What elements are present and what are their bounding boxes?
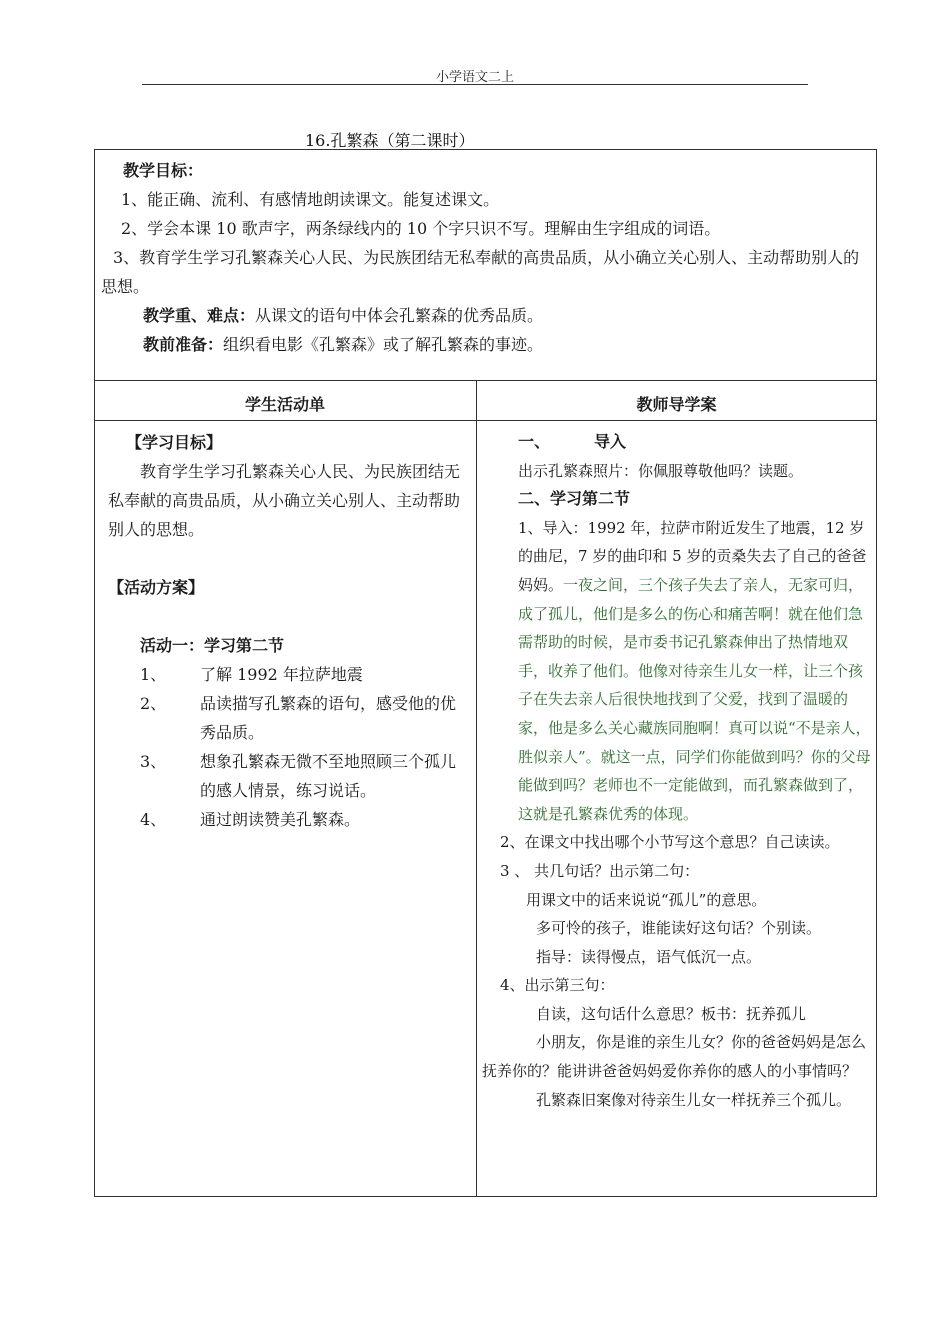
- objective-item: 3、教育学生学习孔繁森关心人民、为民族团结无私奉献的高贵品质，从小确立关心别人、主动帮助别人的思想。: [101, 248, 860, 296]
- objective-item: 2、学会本课 10 歌声字，两条绿线内的 10 个字只识不写。理解由生字组成的词语。: [121, 219, 721, 238]
- key-points-label: 教学重、难点：: [143, 306, 256, 325]
- section-two-heading: 二、学习第二节: [518, 489, 631, 509]
- objectives-heading: 教学目标：: [123, 161, 204, 180]
- right-column-header: 教师导学案: [636, 395, 717, 414]
- left-column-header: 学生活动单: [244, 395, 325, 414]
- preparation-label: 教前准备：: [143, 335, 224, 354]
- activity-step: 2、 品读描写孔繁森的语句，感受他的优秀品质。: [140, 694, 457, 742]
- lesson-title: 16.孔繁森（第二课时）: [305, 131, 475, 150]
- student-activity-column: [110, 428, 470, 834]
- learning-goal-heading: 【学习目标】: [126, 433, 223, 452]
- paragraph-step-3: 3 、 共几句话？出示第二句：: [500, 861, 700, 880]
- paragraph-step-4c: 孔繁森旧案像对待亲生儿女一样抚养三个孤儿。: [536, 1090, 852, 1109]
- section-number: 一、: [518, 432, 551, 451]
- objectives-box: [94, 149, 877, 381]
- activity-step: 1、 了解 1992 年拉萨地震: [140, 665, 363, 684]
- teacher-guide-column: [482, 428, 872, 1114]
- learning-goal-text: 教育学生学习孔繁森关心人民、为民族团结无私奉献的高贵品质，从小确立关心别人、主动帮助别人的思想。: [108, 462, 461, 539]
- paragraph-step-4a: 自读，这句话什么意思？板书：抚养孤儿: [536, 1004, 807, 1023]
- key-points-text: 从课文的语句中体会孔繁森的优秀品质。: [255, 306, 544, 325]
- paragraph-intro: 1、导入：1992 年，拉萨市附近发生了地震，12 岁的曲尼，7 岁的曲印和 5 岁的贡桑失去了自己的爸爸妈妈。一夜之间，三个孩子失去了亲人，无家可归，成了孤儿，他们是多么的伤心和痛苦啊！就在他们急需帮助的时候，是市委书记孔繁森伸出了热情地双手，收养了他们。他像对待亲生儿女一样，让三个孩子在失去亲人后很快地找到了父爱，找到了温暖的家，他是多么关心藏族同胞啊！真可以说“不是亲人，胜似亲人”。就这一点，同学们你能做到吗？你的父母能做到吗？老师也不一定能做到，而孔繁森做到了，这就是孔繁森优秀的体现。: [518, 518, 871, 823]
- section-title: 导入: [594, 432, 627, 451]
- section-intro-heading: [482, 428, 872, 457]
- objective-item: 1、能正确、流利、有感情地朗读课文。能复述课文。: [121, 190, 500, 209]
- header-rule: [142, 84, 808, 85]
- paragraph-step-3b: 多可怜的孩子，谁能读好这句话？个别读。: [536, 919, 822, 938]
- paragraph-step-3c: 指导：读得慢点，语气低沉一点。: [536, 947, 762, 966]
- page-header: 小学语文二上: [435, 70, 514, 85]
- highlighted-passage: 一夜之间，三个孩子失去了亲人，无家可归，成了孤儿，他们是多么的伤心和痛苦啊！就在他们急需帮助的时候，是市委书记孔繁森伸出了热情地双手，收养了他们。他像对待亲生儿女一样，让三个孩子在失去亲人后很快地找到了父爱，找到了温暖的家，他是多么关心藏族同胞啊！真可以说“不是亲人，胜似亲人”。就这一点，同学们你能做到吗？你的父母能做到吗？老师也不一定能做到，而孔繁森做到了，这就是孔繁森优秀的体现。: [518, 575, 871, 823]
- activity-step: 4、 通过朗读赞美孔繁森。: [140, 810, 361, 829]
- paragraph-step-2: 2、在课文中找出哪个小节写这个意思？自己读读。: [500, 833, 840, 852]
- preparation-text: 组织看电影《孔繁森》或了解孔繁森的事迹。: [223, 335, 544, 354]
- paragraph-step-4: 4、出示第三句：: [500, 976, 615, 995]
- paragraph-step-4b: 小朋友，你是谁的亲生儿女？你的爸爸妈妈是怎么抚养你的？能讲讲爸爸妈妈爱你养你的感人的小事情吗？: [482, 1033, 867, 1081]
- activity-plan-heading: 【活动方案】: [108, 578, 205, 597]
- activity-step: 3、 想象孔繁森无微不至地照顾三个孤儿的感人情景，练习说话。: [140, 752, 457, 800]
- activity-heading: 活动一：学习第二节: [140, 636, 285, 655]
- intro-text: 出示孔繁森照片：你佩服尊敬他吗？读题。: [518, 461, 804, 480]
- column-divider: [476, 380, 477, 1197]
- paragraph-step-3a: 用课文中的话来说说“孤儿”的意思。: [526, 890, 767, 909]
